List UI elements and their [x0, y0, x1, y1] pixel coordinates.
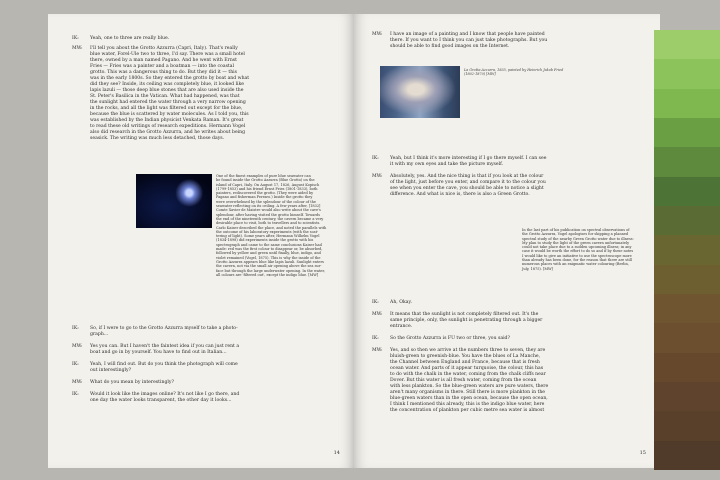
text-line: to read these old writings of research expeditions. Hermann Vogel	[90, 124, 246, 129]
text-line: seawater reflecting on its ceiling. A few years after, [1832]	[216, 204, 321, 209]
text-line: the Channel between England and France, because that is fresh	[390, 360, 540, 365]
speaker-label: MW:	[372, 32, 383, 37]
color-swatch	[654, 323, 720, 353]
text-line: (1834-1898) did experiments inside the grotto with his	[216, 238, 314, 243]
text-line: also did research in the Grotto Azzurra, and he writes about being	[90, 130, 246, 135]
color-swatch-strip	[654, 30, 720, 470]
dialogue-text	[390, 336, 510, 342]
text-line: be found inside the Grotto Azzurra (Blue Grotto) on the	[216, 178, 315, 183]
speaker-label: IK:	[72, 392, 79, 397]
text-line: I think I mentioned this already, this is the indigo blue water, here	[390, 402, 545, 407]
text-line: Yes you can. But I haven't the faintest idea if you can just rent a	[90, 344, 240, 349]
page-number-left: 14	[333, 450, 340, 456]
text-line: Absolutely, yes. And the nice thing is that if you look at the colour	[390, 174, 544, 179]
dialogue-text	[390, 300, 412, 306]
text-line: there, owned by a man named Pagano. And he went with Ernst	[90, 58, 237, 63]
text-line: were overwhelmed by the splendour of the colour of the	[216, 199, 316, 204]
speaker-label: MW:	[372, 348, 383, 353]
text-line: face but through the large underwater opening. In the water,	[216, 268, 325, 273]
speaker-label: MW:	[72, 344, 83, 349]
text-line: Dover. But this water is all fresh water, coming from the ocean	[390, 378, 537, 383]
color-swatch	[654, 89, 720, 119]
text-line: the cavern, not via the small air opening above the sea sur-	[216, 264, 322, 269]
text-line: seasick. The writing was much less detached, those days.	[90, 136, 225, 141]
text-line: painters, rediscovered the grotto. (They were aided by	[216, 191, 314, 196]
text-line: did they see? Inside, its ceiling was completely blue, it looked like	[90, 82, 245, 87]
speaker-label: MW:	[372, 174, 383, 179]
text-line: the sunlight had entered the water through a very narrow opening	[90, 100, 246, 105]
text-line: July, 1875). [MW]	[522, 266, 553, 271]
text-line: So, if I were to go to the Grotto Azzurra myself to take a photo-	[90, 326, 238, 331]
text-line: spectral study of the nearby Green Grotto water due to illness:	[522, 236, 634, 241]
color-swatch	[654, 118, 720, 148]
text-line: Carlo Kaiser described the place, and noted the parallels with	[216, 225, 327, 230]
text-line: the Grotto Azzurra, Vogel apologises for skipping a planned	[522, 232, 629, 237]
text-line: desirable place to visit, both to travellers and to scientists.	[216, 221, 321, 226]
speaker-label: MW:	[372, 312, 383, 317]
text-line: spectrograph and came to the same conclusions Kaiser had	[216, 242, 322, 247]
text-line: What do you mean by interestingly?	[90, 380, 174, 385]
color-swatch	[654, 177, 720, 207]
text-line: Yeah, I will find out. But do you think the photograph will come	[90, 362, 238, 367]
dialogue-text	[90, 36, 169, 42]
speaker-label: MW:	[72, 380, 83, 385]
text-line: same principle, only, the sunlight is penetrating through a bigger	[390, 318, 543, 323]
text-line: (1802-1870) [MW]	[464, 72, 496, 77]
color-swatch	[654, 411, 720, 441]
text-line: there. If you want to I think you can just take photographs. But you	[390, 38, 548, 43]
text-line: one day the water looks transparent, the other day it looks...	[90, 398, 232, 403]
page-number-right: 15	[639, 450, 646, 456]
color-swatch	[654, 294, 720, 324]
color-swatch	[654, 206, 720, 236]
text-line: It means that the sunlight is not completely filtered out. It's the	[390, 312, 539, 317]
text-line: out interestingly?	[90, 368, 132, 373]
text-line: grotto. This was a dangerous thing to do. But they did it — this	[90, 70, 237, 75]
text-line: was established by the Indian physicist Venkata Raman. It's great	[90, 118, 244, 123]
book-spread	[48, 14, 660, 468]
text-line: splendour, after having visited the grotto himself. Towards	[216, 212, 321, 217]
dialogue-text	[90, 362, 238, 374]
text-line: I have an image of a painting and I know that people have painted	[390, 32, 545, 37]
speaker-label: IK:	[72, 36, 79, 41]
dialogue-text	[90, 46, 249, 142]
dialogue-text	[390, 348, 548, 414]
text-line: see when you enter the cave, you should be able to notice a slight	[390, 186, 544, 191]
text-line: it with my own eyes and take the picture myself.	[390, 162, 504, 167]
color-swatch	[654, 382, 720, 412]
text-line: My plan to study the light of the green cavern unfortunately	[522, 240, 630, 245]
text-line: Yeah, one to three are really blue.	[90, 36, 170, 41]
color-swatch	[654, 30, 720, 60]
text-line: island of Capri, Italy. On August 17, 1826, August Kopisch	[216, 182, 320, 187]
dialogue-text	[390, 156, 546, 168]
text-line: all colours are 'filtered out', except the indigo blue. [MW]	[216, 272, 319, 277]
text-line: Fries — Fries was a painter and a boatman — into the coastal	[90, 64, 234, 69]
painting-caption	[464, 68, 584, 77]
text-line: lapis lazuli — those deep blue stones that are also used inside the	[90, 88, 244, 93]
text-line: the end of the nineteenth century, the cavern became a very	[216, 216, 324, 221]
left-sidenote	[216, 174, 344, 277]
text-line: was in the early 1800s. So they entered the grotto by boat and what	[90, 76, 250, 81]
text-line: Yes, and so then we arrive at the numbers three to seven, they are	[390, 348, 546, 353]
text-line: the concentration of plankton per cubic metre sea water is almost	[390, 408, 545, 413]
text-line: aren't many organisms in there. Still there is more plankton in the	[390, 390, 546, 395]
speaker-label: IK:	[372, 336, 379, 341]
speaker-label: IK:	[72, 362, 79, 367]
text-line: Pagano and fisherman Ferraro.) Inside the grotto they	[216, 195, 313, 200]
speaker-label: IK:	[72, 326, 79, 331]
color-swatch	[654, 265, 720, 295]
dialogue-text	[90, 380, 174, 386]
text-line: Comte Xavier de Maistre would also write about the cave's	[216, 208, 321, 213]
text-line: boat and go in by yourself. You have to find out in Italian...	[90, 350, 227, 355]
text-line: I'll tell you about the Grotto Azzurra (Capri, Italy). That's really	[90, 46, 238, 51]
text-line: ocean water. And parts of it appear turquoise, the colour, this has	[390, 366, 544, 371]
speaker-label: MW:	[72, 46, 83, 51]
speaker-label: IK:	[372, 156, 379, 161]
text-line: So the Grotto Azzurra is FU two or three, you said?	[390, 336, 510, 341]
text-line: tering of light). Some years after, Hermann Wilhelm Vogel	[216, 234, 320, 239]
text-line: Would it look like the images online? It's not like I go there, and	[90, 392, 240, 397]
right-page	[354, 14, 660, 468]
text-line: Grotto Azzurra appears blue like lapis lazuli. Sunlight enters	[216, 259, 324, 264]
painting-photo	[380, 66, 460, 118]
dialogue-text	[90, 392, 239, 404]
text-line: Yeah, but I think it's more interesting if I go there myself. I can see	[390, 156, 547, 161]
text-line: in the rocks, and all the light was filtered out except for the blue,	[90, 106, 243, 111]
text-line: difference. And what is nice is, there is also a Green Grotto.	[390, 192, 530, 197]
text-line: One of the finest examples of pure blue seawater can	[216, 174, 311, 178]
text-line: should be able to find good images on the Internet.	[390, 44, 510, 49]
text-line: St. Peter's Basilica in the Vatican. What had happened, was that	[90, 94, 240, 99]
right-sidenote	[522, 228, 650, 271]
dialogue-text	[90, 344, 239, 356]
text-line: made: red was the first colour to disappear or, be absorbed,	[216, 247, 323, 252]
text-line: the outcome of his laboratory experiments (with the scat-	[216, 229, 319, 234]
speaker-label: IK:	[372, 300, 379, 305]
text-line: bluish-green to greenish-blue. You have the blues of La Manche,	[390, 354, 541, 359]
color-swatch	[654, 353, 720, 383]
text-line: blue water, Forel-Ule two to three, I'd say. There was a small hotel	[90, 52, 245, 57]
dialogue-text	[390, 312, 542, 330]
text-line: followed by yellow and green until finally, blue, indigo, and	[216, 251, 321, 256]
text-line: I would like to give an initiative to use the spectroscope more	[522, 253, 632, 258]
text-line: blue-green waters than in the open ocean, because the open ocean,	[390, 396, 548, 401]
color-swatch	[654, 235, 720, 265]
text-line: violet remained (Vogel, 1875). This is why the inside of the	[216, 255, 321, 260]
dialogue-text	[390, 174, 546, 198]
text-line: graph...	[90, 332, 109, 337]
dialogue-text	[390, 32, 547, 50]
text-line: of the light, just before you enter, and compare it to the colour you	[390, 180, 546, 185]
dialogue-text	[90, 326, 238, 338]
color-swatch	[654, 147, 720, 177]
text-line: entrance.	[390, 324, 413, 329]
text-line: because the blue is scattered by water molecules. As I told you, this	[90, 112, 249, 117]
text-line: with less plankton. So the blue-green waters are pure waters, there	[390, 384, 549, 389]
text-line: In the last part of his publication on spectral observations of	[522, 228, 630, 232]
color-swatch	[654, 441, 720, 471]
color-swatch	[654, 59, 720, 89]
text-line: to do with the chalk in the water, coming from the chalk cliffs near	[390, 372, 546, 377]
text-line: La Grotta Azzurra, 1835, painted by Heinrich Jakob Fried	[464, 68, 564, 72]
text-line: case it would be worth the effort to do so and if by these notes	[522, 249, 634, 254]
text-line: than already has been done, for the reason that there are still	[522, 258, 632, 263]
grotto-photo	[136, 174, 212, 228]
text-line: Ah, Okay.	[390, 300, 412, 305]
text-line: could not take place due to a sudden upcoming illness; in any	[522, 245, 632, 250]
left-page	[48, 14, 354, 468]
text-line: (1799-1853) and his friend Ernst Fries (1801-1833), both	[216, 186, 318, 191]
text-line: numerous places with an enigmatic water colouring (Berlin,	[522, 262, 629, 267]
